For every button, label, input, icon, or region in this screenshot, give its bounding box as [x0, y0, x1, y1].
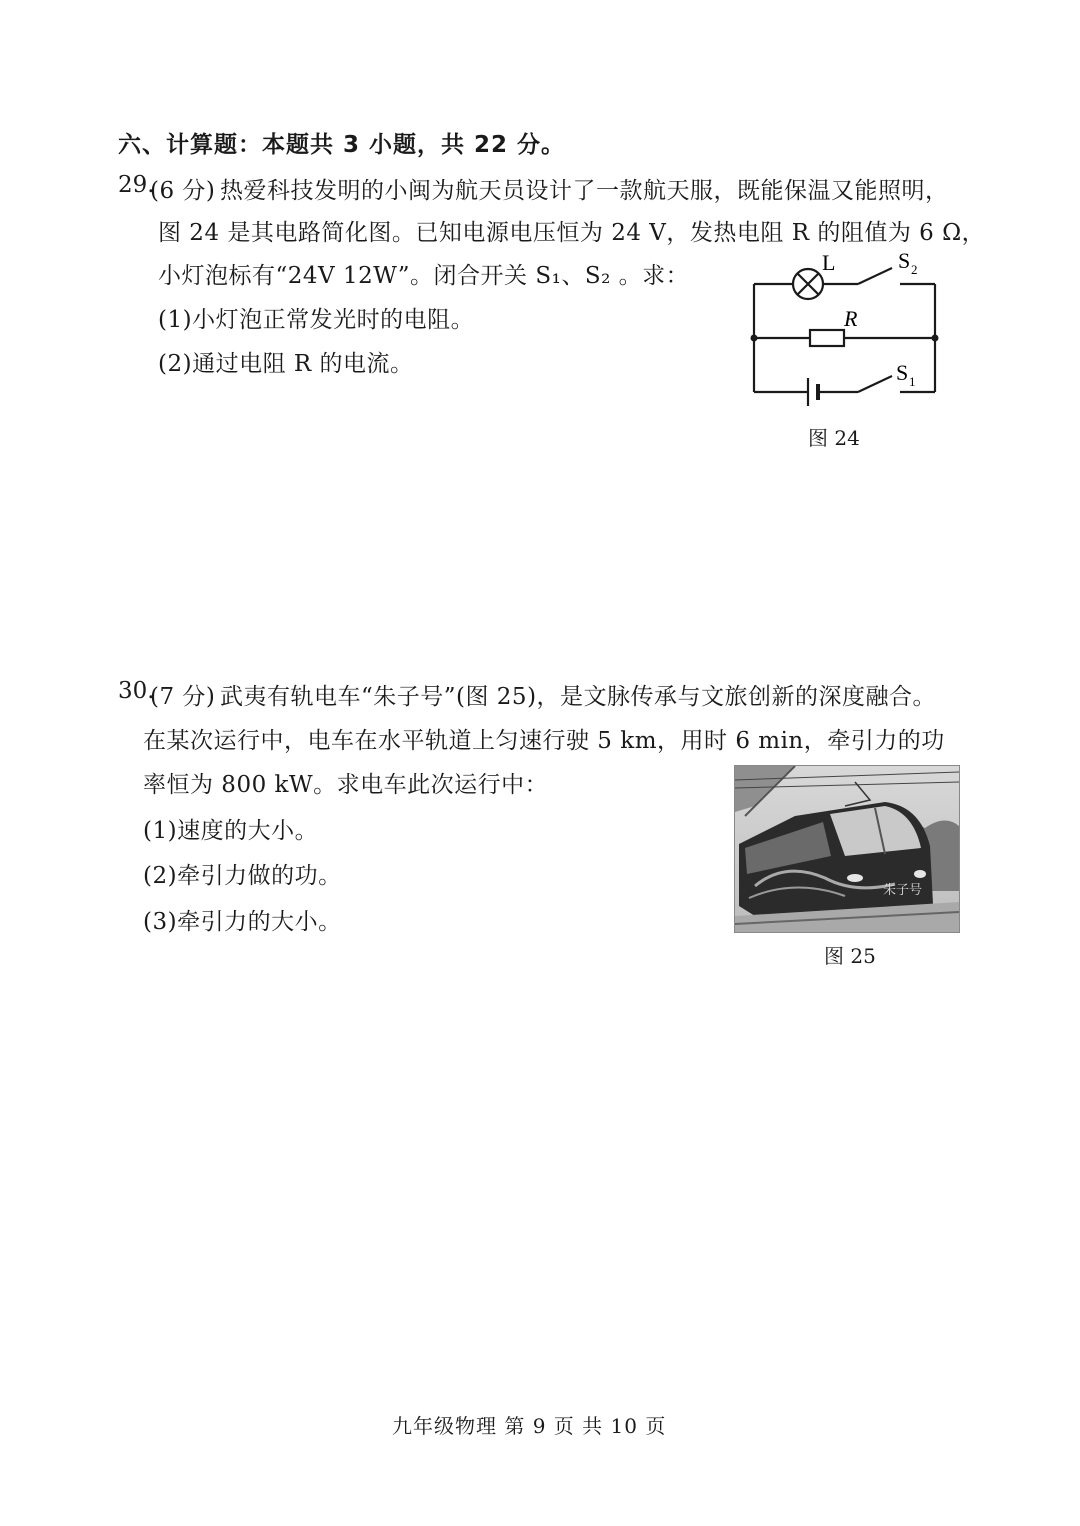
- section-title: 六、计算题：本题共 3 小题，共 22 分。: [118, 132, 566, 158]
- junction-dot-left: [751, 335, 758, 342]
- switch-s1-icon: [858, 376, 892, 392]
- lamp-label: L: [822, 250, 836, 275]
- page-footer: 九年级物理 第 9 页 共 10 页: [392, 1414, 667, 1438]
- switch1-subscript: 1: [909, 374, 916, 389]
- q29-line3: 小灯泡标有“24V 12W”。闭合开关 S₁、S₂ 。求：: [158, 263, 690, 289]
- q30-number: 30.: [118, 678, 155, 704]
- q29-points: (6 分): [150, 178, 216, 204]
- q30-line3: 率恒为 800 kW。求电车此次运行中：: [143, 772, 549, 798]
- figure-24-caption: 图 24: [808, 426, 860, 450]
- switch1-label: S: [896, 360, 909, 385]
- q29-subquestion-2: (2)通过电阻 R 的电流。: [158, 351, 414, 377]
- q30-subquestion-3: (3)牵引力的大小。: [143, 909, 342, 935]
- q30-line2: 在某次运行中，电车在水平轨道上匀速行驶 5 km，用时 6 min，牵引力的功: [143, 728, 945, 754]
- q30-points: (7 分): [150, 684, 216, 710]
- q29-line2: 图 24 是其电路简化图。已知电源电压恒为 24 V，发热电阻 R 的阻值为 6 Ω，: [158, 220, 986, 246]
- q29-subquestion-1: (1)小灯泡正常发光时的电阻。: [158, 307, 475, 333]
- q30-subquestion-2: (2)牵引力做的功。: [143, 863, 342, 889]
- switch2-subscript: 2: [911, 262, 918, 277]
- q29-number: 29.: [118, 172, 155, 198]
- resistor-label: R: [844, 306, 858, 331]
- q30-line1: 武夷有轨电车“朱子号”(图 25)，是文脉传承与文旅创新的深度融合。: [220, 684, 937, 710]
- q30-subquestion-1: (1)速度的大小。: [143, 818, 319, 844]
- switch2-label: S: [898, 248, 911, 273]
- q29-line1: 热爱科技发明的小闽为航天员设计了一款航天服，既能保温又能照明，: [220, 178, 949, 204]
- tram-name-text: 朱子号: [883, 882, 923, 897]
- resistor-icon: [810, 330, 844, 346]
- junction-dot-right: [932, 335, 939, 342]
- tram-photo: [734, 765, 960, 933]
- figure-25-caption: 图 25: [824, 944, 876, 968]
- switch-s2-icon: [858, 268, 892, 284]
- circuit-diagram: [740, 240, 960, 420]
